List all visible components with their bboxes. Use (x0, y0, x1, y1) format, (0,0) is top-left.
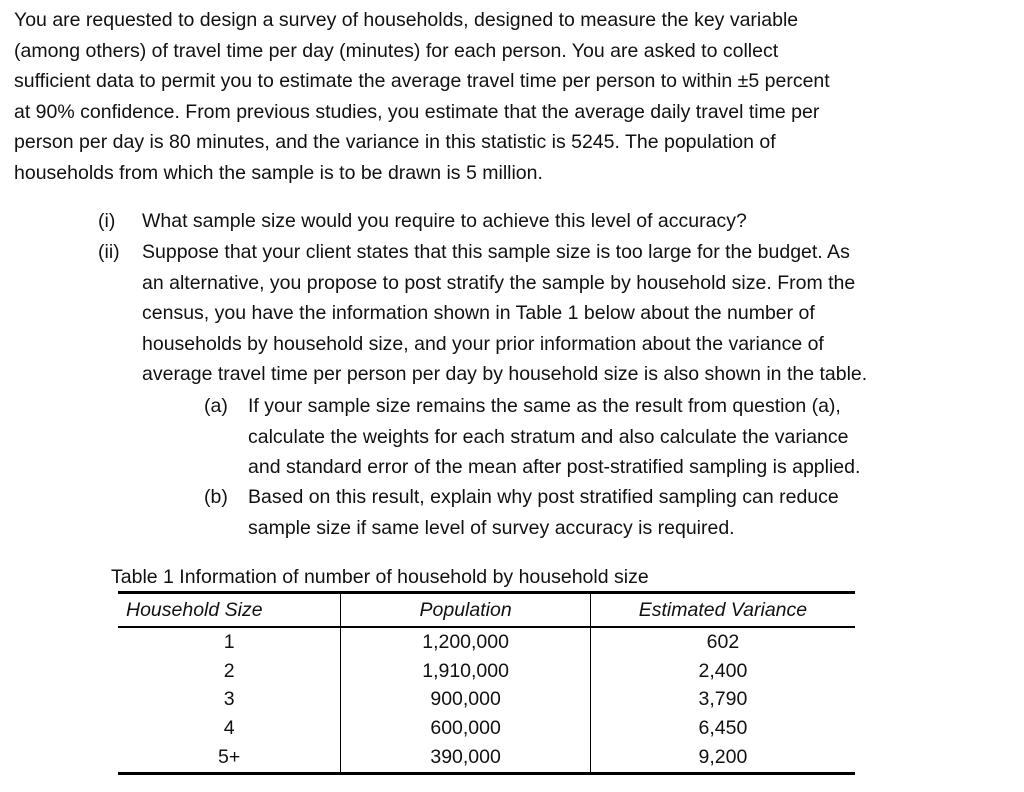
header-estimated-variance: Estimated Variance (590, 593, 855, 628)
cell-population: 390,000 (341, 743, 591, 773)
question-ii (98, 237, 1018, 393)
cell-household-size: 1 (118, 627, 341, 657)
cell-variance: 6,450 (698, 717, 748, 740)
table-row (118, 714, 855, 743)
question-text: What sample size would you require to achieve this level of accuracy? (142, 210, 747, 232)
question-text: Suppose that your client states that this sample size is too large for the budget. As an alternative, you propose to post stratify the sample by household size. From the census, you have the information shown in Table 1 below about the number of households by household size, and your prior information about the variance of average travel time per person per day by household size is also shown in the table. (142, 241, 868, 386)
cell-population: 600,000 (341, 714, 591, 743)
cell-population: 1,910,000 (341, 657, 591, 686)
cell-variance: 602 (706, 630, 740, 653)
table-header-row (118, 593, 855, 628)
subquestion-b (204, 482, 1004, 546)
subquestion-text: If your sample size remains the same as the result from question (a), calculate the weights for each stratum and also calculate the variance and standard error of the mean after post-stratified sampling is applied. (248, 395, 861, 479)
cell-household-size: 4 (118, 714, 341, 743)
problem-statement: You are requested to design a survey of households, designed to measure the key variable (among others) of travel time per day (minutes) for each person. You are asked to collect sufficient data to permit you to estimate the average travel time per person to within ±5 percent at 90% confidence. From previous studies, you estimate that the average daily travel time per person per day is 80 minutes, and the variance in this statistic is 5245. The population of households from which the sample is to be drawn is 5 million. (14, 9, 830, 184)
cell-household-size: 2 (118, 657, 341, 686)
cell-household-size: 5+ (118, 743, 341, 773)
question-number: (ii) (98, 241, 120, 263)
table-row (118, 657, 855, 686)
table-caption: Table 1 Information of number of household by household size (111, 566, 649, 588)
cell-variance: 3,790 (698, 688, 748, 711)
cell-variance: 2,400 (698, 659, 748, 682)
subquestion-a (204, 391, 1004, 486)
subquestion-number: (a) (204, 395, 228, 417)
question-number: (i) (98, 210, 116, 232)
header-population: Population (341, 593, 591, 628)
subquestion-number: (b) (204, 486, 228, 508)
table-row (118, 627, 855, 657)
subquestion-text: Based on this result, explain why post stratified sampling can reduce sample size if same level of survey accuracy is required. (248, 486, 839, 539)
household-table (118, 591, 855, 775)
table-row (118, 686, 855, 715)
header-household-size: Household Size (118, 593, 341, 628)
cell-population: 900,000 (341, 686, 591, 715)
question-i (98, 206, 1018, 238)
table-row (118, 743, 855, 773)
cell-variance: 9,200 (590, 743, 855, 773)
cell-population: 1,200,000 (341, 627, 591, 657)
cell-household-size: 3 (118, 686, 341, 715)
